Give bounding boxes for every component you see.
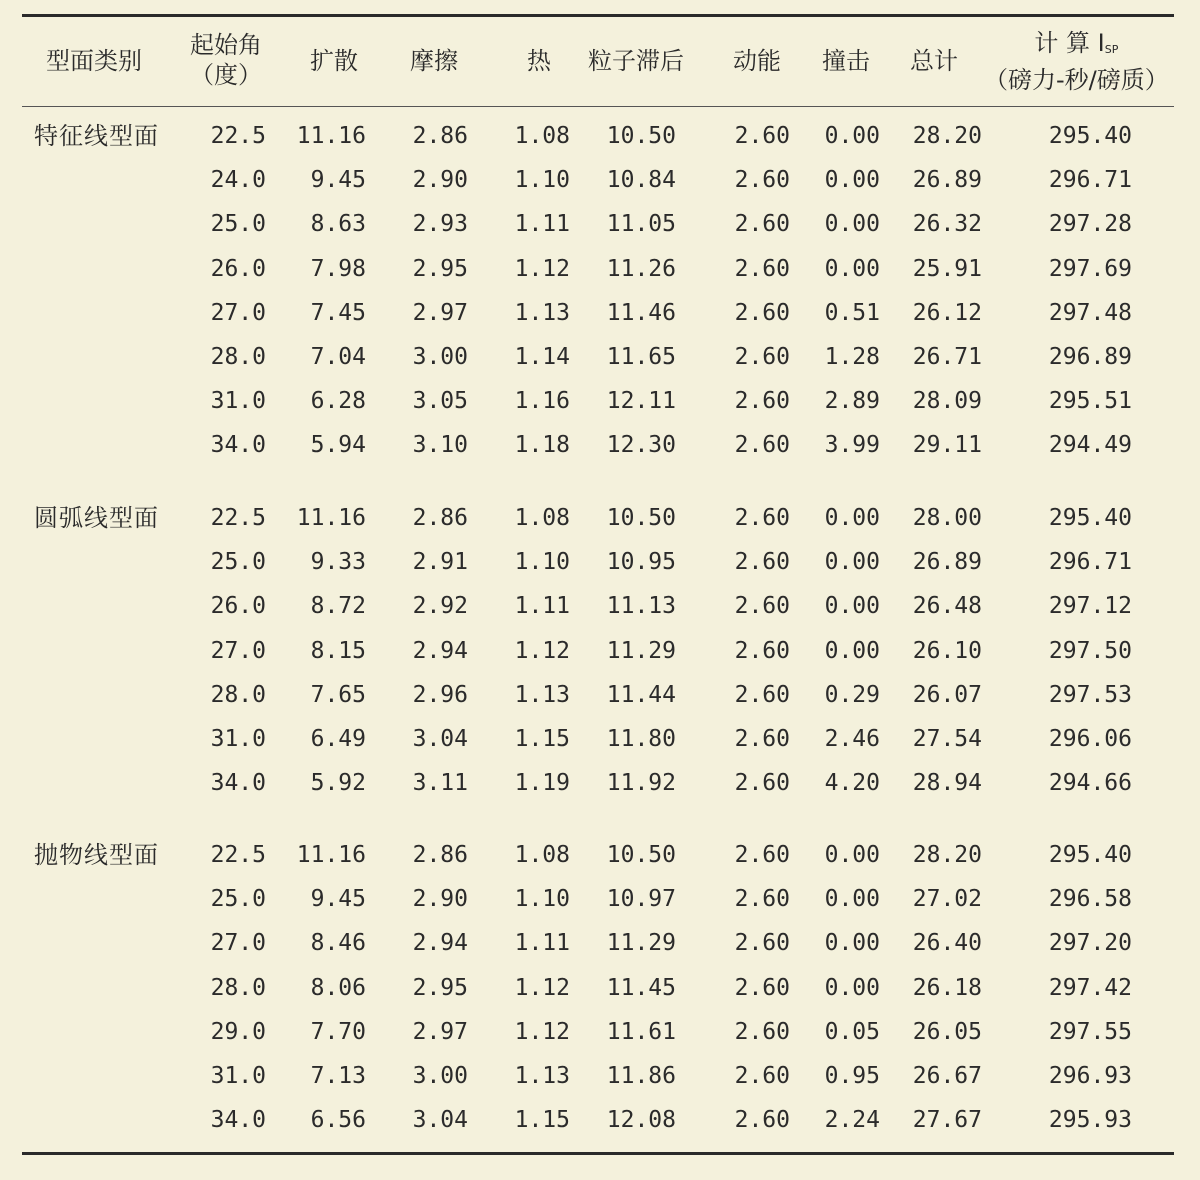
table-cell: 27.0 — [210, 637, 266, 664]
table-cell: 2.46 — [824, 725, 880, 752]
table-cell: 0.29 — [824, 681, 880, 708]
table-row — [0, 877, 1200, 921]
table-cell: 296.06 — [1048, 725, 1132, 752]
table-row — [0, 291, 1200, 335]
header-isp-label: 计 算 I — [1034, 29, 1105, 57]
table-cell: 7.04 — [310, 343, 366, 370]
table-cell: 2.60 — [734, 388, 790, 415]
table-cell: 1.14 — [514, 343, 570, 370]
table-cell: 1.28 — [824, 343, 880, 370]
table-cell: 297.69 — [1048, 255, 1132, 282]
table-cell: 1.11 — [514, 593, 570, 620]
table-cell: 2.60 — [734, 299, 790, 326]
table-cell: 10.84 — [606, 167, 676, 194]
table-row — [0, 1098, 1200, 1142]
table-cell: 27.02 — [912, 886, 982, 913]
table-cell: 3.99 — [824, 432, 880, 459]
table-cell: 1.12 — [514, 637, 570, 664]
table-cell: 11.29 — [606, 930, 676, 957]
table-cell: 0.00 — [824, 637, 880, 664]
table-cell: 9.33 — [310, 549, 366, 576]
header-isp-line2: （磅力-秒/磅质） — [984, 66, 1169, 94]
table-cell: 2.97 — [412, 299, 468, 326]
table-cell: 28.09 — [912, 388, 982, 415]
table-cell: 11.92 — [606, 770, 676, 797]
table-row — [0, 1054, 1200, 1098]
table-cell: 6.49 — [310, 725, 366, 752]
header-start-angle-line1: 起始角 — [190, 31, 262, 59]
table-cell: 2.86 — [412, 505, 468, 531]
table-cell: 27.0 — [210, 299, 266, 326]
table-cell: 11.46 — [606, 299, 676, 326]
table-cell: 26.71 — [912, 343, 982, 370]
table-row — [0, 379, 1200, 423]
table-cell: 11.05 — [606, 211, 676, 238]
group-3 — [0, 833, 1200, 1142]
table-cell: 26.89 — [912, 167, 982, 194]
table-cell: 3.10 — [412, 432, 468, 459]
table-cell: 297.55 — [1048, 1018, 1132, 1045]
table-cell: 1.12 — [514, 255, 570, 282]
table-cell: 2.92 — [412, 593, 468, 620]
table-cell: 297.50 — [1048, 637, 1132, 664]
table-cell: 0.00 — [824, 974, 880, 1001]
table-cell: 28.0 — [210, 974, 266, 1001]
table-row — [0, 496, 1200, 540]
table-row — [0, 202, 1200, 246]
table-cell: 296.93 — [1048, 1062, 1132, 1089]
table-cell: 12.30 — [606, 432, 676, 459]
table-cell: 28.0 — [210, 681, 266, 708]
group-category-label: 圆弧线型面 — [34, 504, 159, 532]
header-friction: 摩擦 — [410, 47, 458, 75]
table-cell: 295.40 — [1048, 842, 1132, 868]
table-cell: 26.0 — [210, 255, 266, 282]
table-row — [0, 921, 1200, 965]
table-row — [0, 833, 1200, 877]
table-cell: 2.60 — [734, 725, 790, 752]
table-cell: 3.04 — [412, 1107, 468, 1134]
table-cell: 2.86 — [412, 123, 468, 149]
table-cell: 11.61 — [606, 1018, 676, 1045]
table-cell: 28.00 — [912, 505, 982, 531]
table-cell: 28.20 — [912, 123, 982, 149]
table-cell: 3.04 — [412, 725, 468, 752]
table-cell: 26.0 — [210, 593, 266, 620]
table-cell: 34.0 — [210, 432, 266, 459]
table-cell: 2.94 — [412, 637, 468, 664]
table-cell: 2.60 — [734, 593, 790, 620]
table-cell: 0.00 — [824, 167, 880, 194]
table-cell: 2.60 — [734, 1062, 790, 1089]
table-cell: 10.50 — [606, 505, 676, 531]
table-cell: 294.49 — [1048, 432, 1132, 459]
header-start-angle-line2: （度） — [190, 61, 262, 89]
table-row — [0, 247, 1200, 291]
table-cell: 28.0 — [210, 343, 266, 370]
table-cell: 296.71 — [1048, 167, 1132, 194]
table-cell: 10.97 — [606, 886, 676, 913]
table-cell: 34.0 — [210, 770, 266, 797]
table-cell: 6.56 — [310, 1107, 366, 1134]
table-row — [0, 673, 1200, 717]
table-row — [0, 423, 1200, 467]
table-cell: 7.13 — [310, 1062, 366, 1089]
table-row — [0, 761, 1200, 805]
table-cell: 2.60 — [734, 211, 790, 238]
header-isp-subscript: SP — [1104, 43, 1119, 56]
table-cell: 2.60 — [734, 1107, 790, 1134]
table-cell: 5.92 — [310, 770, 366, 797]
table-cell: 11.80 — [606, 725, 676, 752]
table-cell: 11.45 — [606, 974, 676, 1001]
table-cell: 1.11 — [514, 930, 570, 957]
header-rule — [22, 106, 1174, 107]
table-row — [0, 966, 1200, 1010]
table-cell: 11.16 — [296, 123, 366, 149]
table-cell: 1.13 — [514, 299, 570, 326]
group-category-label: 抛物线型面 — [34, 841, 159, 869]
table-cell: 2.60 — [734, 770, 790, 797]
table-cell: 4.20 — [824, 770, 880, 797]
table-cell: 31.0 — [210, 1062, 266, 1089]
table-cell: 9.45 — [310, 886, 366, 913]
header-total: 总计 — [910, 47, 958, 75]
table-cell: 11.16 — [296, 505, 366, 531]
table-cell: 2.90 — [412, 167, 468, 194]
table-row — [0, 1010, 1200, 1054]
table-cell: 2.60 — [734, 255, 790, 282]
table-cell: 2.94 — [412, 930, 468, 957]
table-cell: 2.60 — [734, 432, 790, 459]
table-cell: 5.94 — [310, 432, 366, 459]
header-isp — [984, 28, 1169, 95]
table-cell: 10.50 — [606, 123, 676, 149]
table-cell: 26.32 — [912, 211, 982, 238]
table-cell: 297.48 — [1048, 299, 1132, 326]
table-cell: 1.08 — [514, 123, 570, 149]
table-cell: 11.86 — [606, 1062, 676, 1089]
table-cell: 296.58 — [1048, 886, 1132, 913]
table-cell: 1.15 — [514, 725, 570, 752]
table-cell: 26.18 — [912, 974, 982, 1001]
table-cell: 26.12 — [912, 299, 982, 326]
table-cell: 26.07 — [912, 681, 982, 708]
table-cell: 26.10 — [912, 637, 982, 664]
table-cell: 1.13 — [514, 1062, 570, 1089]
table-cell: 2.60 — [734, 505, 790, 531]
table-cell: 2.91 — [412, 549, 468, 576]
table-cell: 11.16 — [296, 842, 366, 868]
table-cell: 22.5 — [210, 505, 266, 531]
table-cell: 12.11 — [606, 388, 676, 415]
table-cell: 295.51 — [1048, 388, 1132, 415]
table-cell: 0.00 — [824, 593, 880, 620]
table-cell: 25.0 — [210, 886, 266, 913]
header-start-angle — [190, 30, 262, 90]
table-cell: 0.51 — [824, 299, 880, 326]
table-cell: 295.40 — [1048, 505, 1132, 531]
table-cell: 0.00 — [824, 255, 880, 282]
table-cell: 9.45 — [310, 167, 366, 194]
table-cell: 26.05 — [912, 1018, 982, 1045]
table-cell: 22.5 — [210, 123, 266, 149]
table-cell: 0.00 — [824, 886, 880, 913]
table-cell: 296.71 — [1048, 549, 1132, 576]
table-cell: 27.54 — [912, 725, 982, 752]
table-cell: 29.11 — [912, 432, 982, 459]
table-cell: 31.0 — [210, 388, 266, 415]
table-cell: 8.06 — [310, 974, 366, 1001]
table-cell: 2.60 — [734, 343, 790, 370]
table-cell: 1.15 — [514, 1107, 570, 1134]
header-category: 型面类别 — [46, 47, 142, 75]
table-cell: 11.26 — [606, 255, 676, 282]
table-cell: 3.05 — [412, 388, 468, 415]
table-cell: 34.0 — [210, 1107, 266, 1134]
header-kinetic: 动能 — [733, 47, 781, 75]
table-cell: 297.42 — [1048, 974, 1132, 1001]
table-cell: 2.60 — [734, 886, 790, 913]
table-cell: 7.65 — [310, 681, 366, 708]
header-diffusion: 扩散 — [310, 47, 358, 75]
table-cell: 28.20 — [912, 842, 982, 868]
table-cell: 10.95 — [606, 549, 676, 576]
table-cell: 7.45 — [310, 299, 366, 326]
table-cell: 2.93 — [412, 211, 468, 238]
table-cell: 11.29 — [606, 637, 676, 664]
table-cell: 12.08 — [606, 1107, 676, 1134]
table-cell: 28.94 — [912, 770, 982, 797]
table-cell: 0.00 — [824, 211, 880, 238]
table-cell: 1.10 — [514, 886, 570, 913]
table-row — [0, 114, 1200, 158]
table-cell: 7.98 — [310, 255, 366, 282]
table-cell: 8.46 — [310, 930, 366, 957]
table-row — [0, 717, 1200, 761]
table-cell: 1.08 — [514, 505, 570, 531]
table-cell: 11.65 — [606, 343, 676, 370]
table-row — [0, 540, 1200, 584]
table-cell: 2.60 — [734, 930, 790, 957]
header-isp-line1 — [984, 28, 1169, 65]
table-cell: 0.00 — [824, 505, 880, 531]
group-1 — [0, 114, 1200, 468]
table-cell: 1.12 — [514, 1018, 570, 1045]
table-cell: 8.72 — [310, 593, 366, 620]
table-cell: 2.60 — [734, 1018, 790, 1045]
table-cell: 294.66 — [1048, 770, 1132, 797]
table-cell: 24.0 — [210, 167, 266, 194]
table-cell: 27.0 — [210, 930, 266, 957]
table-cell: 3.11 — [412, 770, 468, 797]
table-cell: 1.16 — [514, 388, 570, 415]
table-cell: 2.96 — [412, 681, 468, 708]
table-cell: 2.24 — [824, 1107, 880, 1134]
group-category-label: 特征线型面 — [34, 122, 159, 150]
header-heat: 热 — [527, 47, 551, 75]
table-cell: 2.95 — [412, 255, 468, 282]
table-cell: 1.10 — [514, 549, 570, 576]
table-cell: 0.05 — [824, 1018, 880, 1045]
table-cell: 26.67 — [912, 1062, 982, 1089]
table-cell: 297.53 — [1048, 681, 1132, 708]
table-cell: 8.15 — [310, 637, 366, 664]
table-cell: 0.95 — [824, 1062, 880, 1089]
table-cell: 25.0 — [210, 549, 266, 576]
table-cell: 2.86 — [412, 842, 468, 868]
table-cell: 3.00 — [412, 1062, 468, 1089]
table-cell: 2.60 — [734, 681, 790, 708]
table-cell: 26.40 — [912, 930, 982, 957]
table-cell: 7.70 — [310, 1018, 366, 1045]
table-cell: 297.28 — [1048, 211, 1132, 238]
table-cell: 6.28 — [310, 388, 366, 415]
top-rule — [22, 14, 1174, 17]
table-cell: 2.97 — [412, 1018, 468, 1045]
table-cell: 10.50 — [606, 842, 676, 868]
group-2 — [0, 496, 1200, 805]
table-cell: 1.18 — [514, 432, 570, 459]
table-cell: 22.5 — [210, 842, 266, 868]
table-cell: 2.60 — [734, 123, 790, 149]
table-cell: 2.60 — [734, 974, 790, 1001]
table-row — [0, 158, 1200, 202]
table-cell: 1.13 — [514, 681, 570, 708]
table-cell: 8.63 — [310, 211, 366, 238]
table-cell: 1.12 — [514, 974, 570, 1001]
table-cell: 0.00 — [824, 930, 880, 957]
table-cell: 25.91 — [912, 255, 982, 282]
table-cell: 297.12 — [1048, 593, 1132, 620]
table-cell: 3.00 — [412, 343, 468, 370]
table-row — [0, 584, 1200, 628]
header-impact: 撞击 — [822, 47, 870, 75]
table-cell: 1.19 — [514, 770, 570, 797]
table-cell: 2.60 — [734, 549, 790, 576]
table-cell: 11.44 — [606, 681, 676, 708]
table-cell: 2.60 — [734, 167, 790, 194]
table-cell: 26.48 — [912, 593, 982, 620]
table-cell: 2.95 — [412, 974, 468, 1001]
table-cell: 26.89 — [912, 549, 982, 576]
table-cell: 1.10 — [514, 167, 570, 194]
table-cell: 2.60 — [734, 637, 790, 664]
table-cell: 0.00 — [824, 549, 880, 576]
header-particle-lag: 粒子滞后 — [588, 47, 684, 75]
table-cell: 0.00 — [824, 842, 880, 868]
table-cell: 0.00 — [824, 123, 880, 149]
table-cell: 296.89 — [1048, 343, 1132, 370]
table-cell: 295.40 — [1048, 123, 1132, 149]
table-row — [0, 335, 1200, 379]
table-cell: 1.11 — [514, 211, 570, 238]
table-cell: 11.13 — [606, 593, 676, 620]
table-cell: 2.90 — [412, 886, 468, 913]
table-cell: 2.60 — [734, 842, 790, 868]
bottom-rule — [22, 1152, 1174, 1155]
table-cell: 1.08 — [514, 842, 570, 868]
table-cell: 2.89 — [824, 388, 880, 415]
table-cell: 297.20 — [1048, 930, 1132, 957]
table-row — [0, 629, 1200, 673]
table-cell: 25.0 — [210, 211, 266, 238]
table-cell: 29.0 — [210, 1018, 266, 1045]
table-cell: 27.67 — [912, 1107, 982, 1134]
table-cell: 31.0 — [210, 725, 266, 752]
table-cell: 295.93 — [1048, 1107, 1132, 1134]
